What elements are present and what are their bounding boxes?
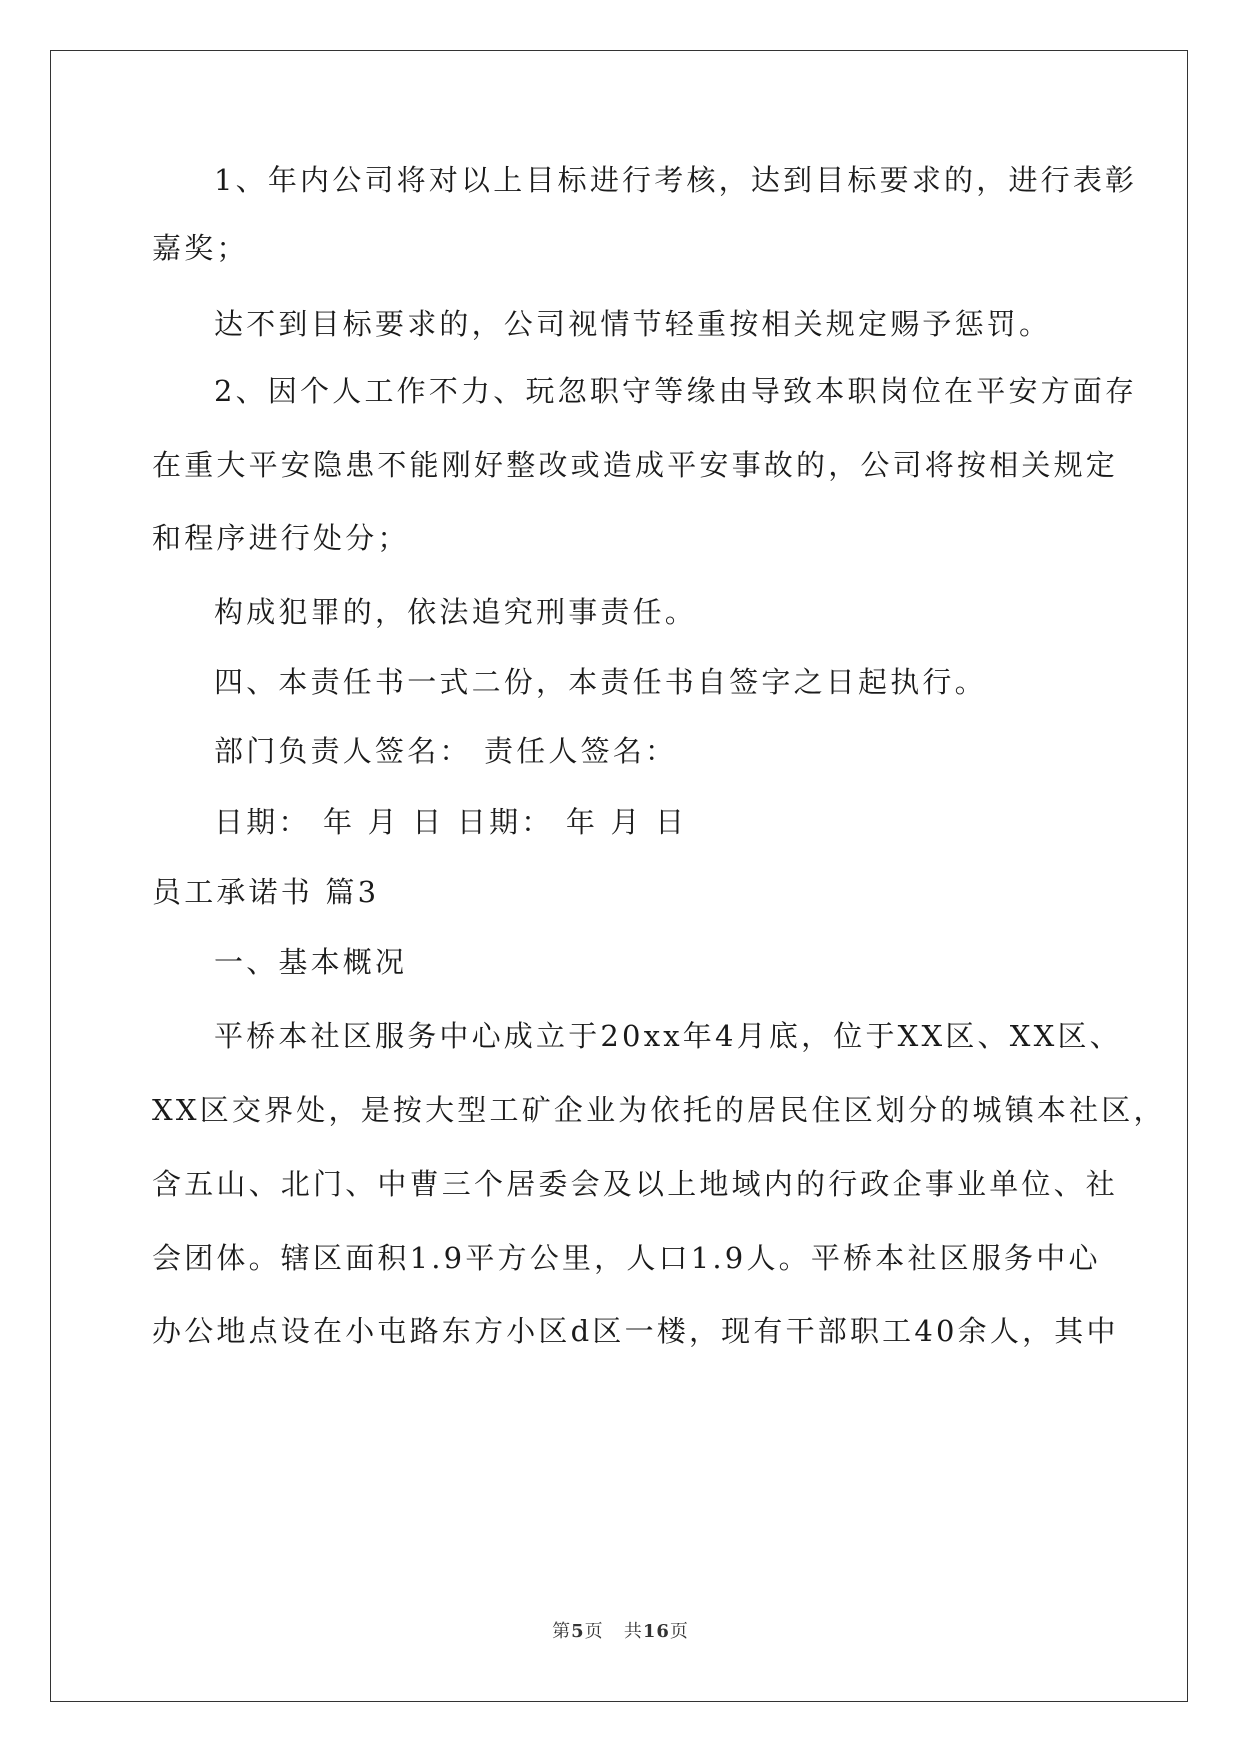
paragraph-line: 四、本责任书一式二份，本责任书自签字之日起执行。 [214,665,987,699]
page-footer [0,1617,1241,1643]
page-suffix: 页 [584,1621,604,1642]
paragraph-line: 1、年内公司将对以上目标进行考核，达到目标要求的，进行表彰 [214,163,1138,197]
paragraph-line: 平桥本社区服务中心成立于20xx年4月底，位于XX区、XX区、 [214,1019,1122,1053]
total-suffix: 页 [669,1621,689,1642]
date-line: 日期： 年 月 日 日期： 年 月 日 [214,805,688,839]
total-prefix: 共 [623,1621,643,1642]
section-heading: 员工承诺书 篇3 [152,875,380,909]
paragraph-line: 办公地点设在小屯路东方小区d区一楼，现有干部职工40余人，其中 [152,1314,1119,1348]
paragraph-line: 在重大平安隐患不能刚好整改或造成平安事故的，公司将按相关规定 [152,448,1119,482]
paragraph-line: 达不到目标要求的，公司视情节轻重按相关规定赐予惩罚。 [214,307,1052,341]
paragraph-line: 含五山、北门、中曹三个居委会及以上地域内的行政企事业单位、社 [152,1167,1119,1201]
paragraph-line: 会团体。辖区面积1.9平方公里，人口1.9人。平桥本社区服务中心 [152,1241,1101,1275]
page-prefix: 第 [552,1621,572,1642]
page-number: 5 [571,1621,585,1642]
paragraph-line: 嘉奖； [152,231,249,265]
paragraph-line: XX区交界处，是按大型工矿企业为依托的居民住区划分的城镇本社区， [152,1093,1166,1127]
signature-line: 部门负责人签名： 责任人签名： [214,734,678,768]
total-pages: 16 [642,1621,670,1642]
paragraph-line: 构成犯罪的，依法追究刑事责任。 [214,595,698,629]
subsection-heading: 一、基本概况 [214,945,408,979]
paragraph-line: 和程序进行处分； [152,521,410,555]
paragraph-line: 2、因个人工作不力、玩忽职守等缘由导致本职岗位在平安方面存 [214,374,1138,408]
